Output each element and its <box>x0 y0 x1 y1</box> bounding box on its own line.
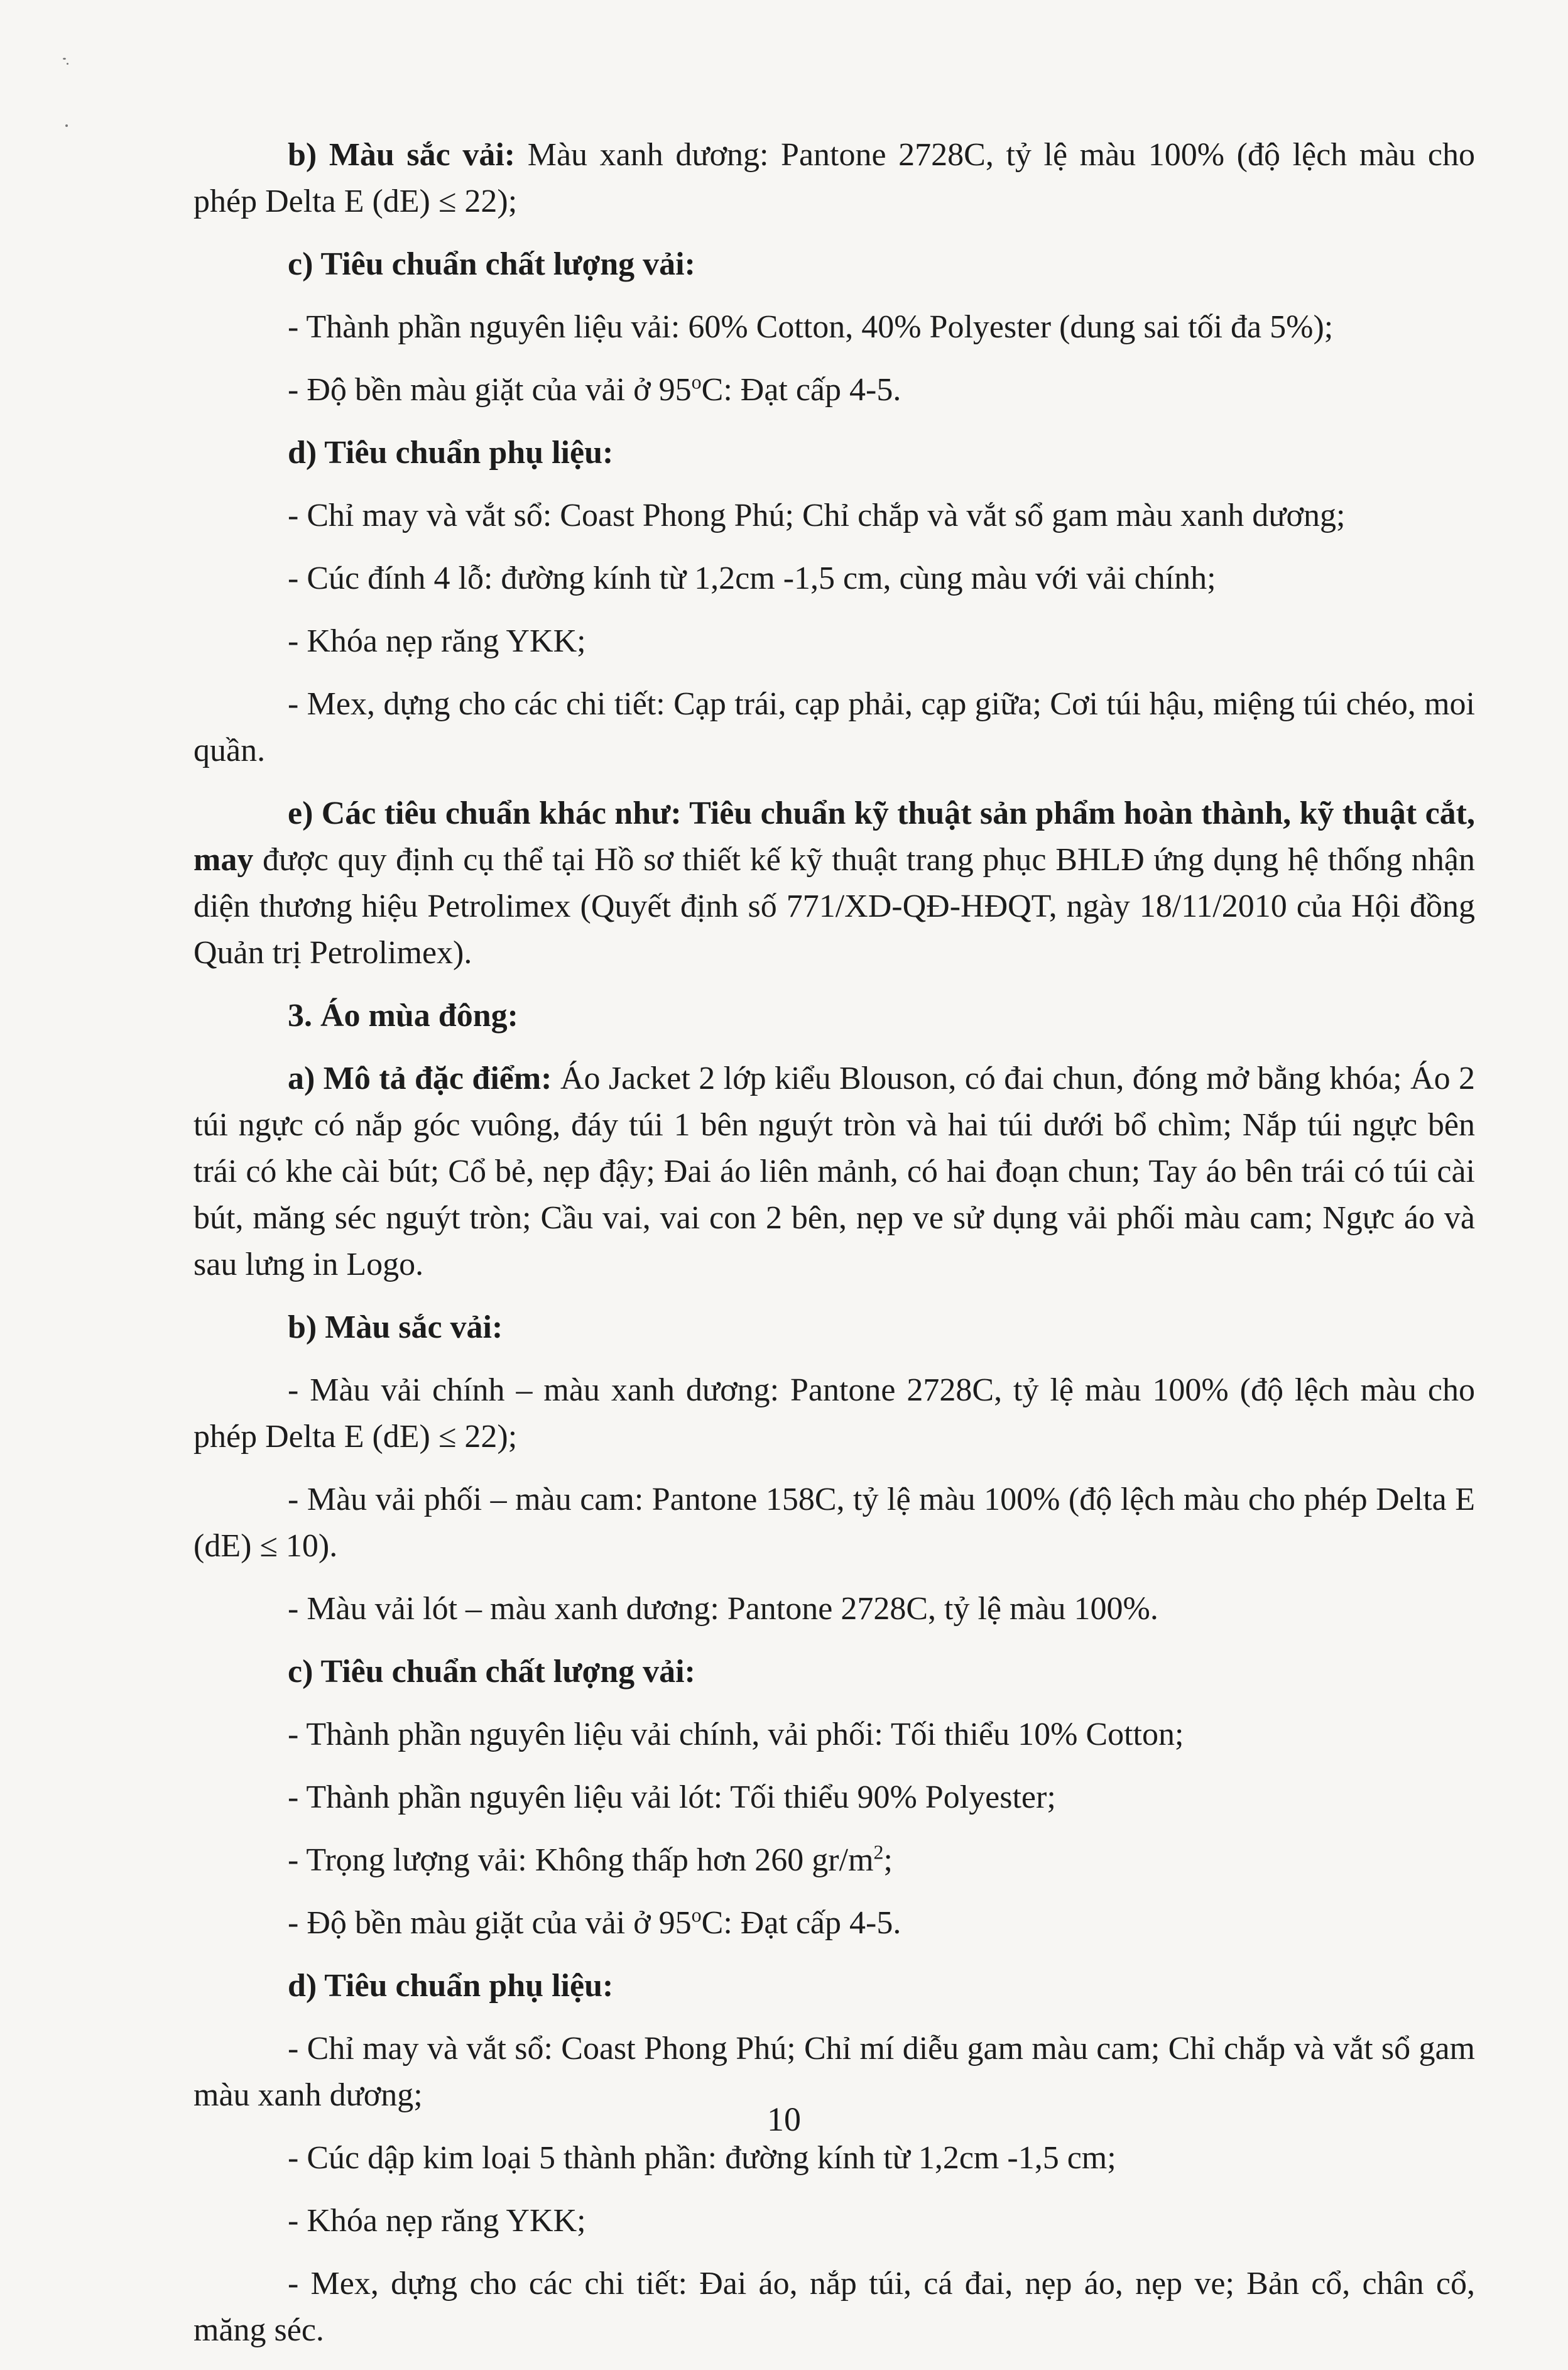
section-heading: d) Tiêu chuẩn phụ liệu: <box>288 435 614 471</box>
list-item: - Màu vải phối – màu cam: Pantone 158C, tỷ lệ màu 100% (độ lệch màu cho phép Delta E (dE) ≤ 10). <box>193 1482 1475 1564</box>
text-part: - Trọng lượng vải: Không thấp hơn 260 gr/m <box>288 1842 874 1878</box>
paragraph-label: b) Màu sắc vải: <box>288 137 516 173</box>
list-item: - Khóa nẹp răng YKK; <box>288 623 586 659</box>
paragraph-text: Màu xanh dương: Pantone 2728C, tỷ lệ màu 100% (độ lệch màu cho phép Delta E (dE) ≤ 22); <box>193 137 1475 219</box>
superscript: 2 <box>873 1840 884 1864</box>
text-part: C: Đạt cấp 4-5. <box>701 1905 901 1941</box>
paragraph-fabric-color <box>193 132 1475 225</box>
section-heading: 3. Áo mùa đông: <box>288 998 518 1034</box>
section-heading: c) Tiêu chuẩn chất lượng vải: <box>288 1654 695 1690</box>
paragraph-text: Áo Jacket 2 lớp kiểu Blouson, có đai chun, đóng mở bằng khóa; Áo 2 túi ngực có nắp góc vuông, đáy túi 1 bên nguýt tròn và hai túi dưới bổ chìm; Nắp túi ngực bên trái có khe cài bút; Cổ bẻ, nẹp đậy; Đai áo liên mảnh, có hai đoạn chun; Tay áo bên trái có túi cài bút, măng séc nguýt tròn; Cầu vai, vai con 2 bên, nẹp ve sử dụng vải phối màu cam; Ngực áo và sau lưng in Logo. <box>193 1061 1475 1282</box>
list-item: - Mex, dựng cho các chi tiết: Cạp trái, cạp phải, cạp giữa; Cơi túi hậu, miệng túi chéo, moi quần. <box>193 686 1475 768</box>
document-body <box>193 132 1475 2370</box>
text-part: C: Đạt cấp 4-5. <box>701 372 901 408</box>
paragraph-label: a) Mô tả đặc điểm: <box>288 1061 552 1096</box>
list-item: - Thành phần nguyên liệu vải chính, vải phối: Tối thiểu 10% Cotton; <box>288 1717 1184 1752</box>
list-item <box>193 367 1475 413</box>
text-part: - Độ bền màu giặt của vải ở 95 <box>288 1905 692 1941</box>
superscript: o <box>691 1903 702 1926</box>
page-number: 10 <box>767 2100 801 2138</box>
list-item <box>193 1900 1475 1947</box>
list-item: - Cúc đính 4 lỗ: đường kính từ 1,2cm -1,5 cm, cùng màu với vải chính; <box>288 560 1216 596</box>
section-heading: c) Tiêu chuẩn chất lượng vải: <box>288 246 695 282</box>
list-item: - Khóa nẹp răng YKK; <box>288 2203 586 2239</box>
list-item: - Chỉ may và vắt sổ: Coast Phong Phú; Chỉ mí diễu gam màu cam; Chỉ chắp và vắt sổ gam màu xanh dương; <box>193 2031 1475 2113</box>
list-item: - Màu vải lót – màu xanh dương: Pantone 2728C, tỷ lệ màu 100%. <box>288 1591 1158 1627</box>
section-heading: b) Màu sắc vải: <box>288 1309 503 1345</box>
section-heading: d) Tiêu chuẩn phụ liệu: <box>288 1968 614 2004</box>
scan-speck <box>63 58 66 60</box>
list-item: - Mex, dựng cho các chi tiết: Đai áo, nắp túi, cá đai, nẹp áo, nẹp ve; Bản cổ, chân cổ, măng séc. <box>193 2266 1475 2348</box>
list-item: - Thành phần nguyên liệu vải: 60% Cotton, 40% Polyester (dung sai tối đa 5%); <box>288 309 1334 345</box>
paragraph-text: được quy định cụ thể tại Hồ sơ thiết kế kỹ thuật trang phục BHLĐ ứng dụng hệ thống nhận diện thương hiệu Petrolimex (Quyết định số 771/XD-QĐ-HĐQT, ngày 18/11/2010 của Hội đồng Quản trị Petrolimex). <box>193 842 1475 971</box>
paragraph-label: e) Các tiêu chuẩn khác như: Tiêu chuẩn kỹ thuật sản phẩm hoàn thành, kỹ thuật cắt, may <box>193 795 1475 878</box>
text-part: - Độ bền màu giặt của vải ở 95 <box>288 372 692 408</box>
scan-speck <box>65 124 68 127</box>
list-item: - Màu vải chính – màu xanh dương: Pantone 2728C, tỷ lệ màu 100% (độ lệch màu cho phép Delta E (dE) ≤ 22); <box>193 1372 1475 1455</box>
paragraph-other-standards <box>193 790 1475 976</box>
paragraph-description <box>193 1056 1475 1288</box>
list-item: - Chỉ may và vắt sổ: Coast Phong Phú; Chỉ chắp và vắt sổ gam màu xanh dương; <box>288 498 1346 533</box>
scan-speck <box>67 63 68 65</box>
list-item <box>193 1837 1475 1884</box>
superscript: o <box>691 370 702 393</box>
list-item: - Cúc dập kim loại 5 thành phần: đường kính từ 1,2cm -1,5 cm; <box>288 2140 1116 2176</box>
list-item: - Thành phần nguyên liệu vải lót: Tối thiểu 90% Polyester; <box>288 1779 1056 1815</box>
text-part: ; <box>883 1842 893 1878</box>
